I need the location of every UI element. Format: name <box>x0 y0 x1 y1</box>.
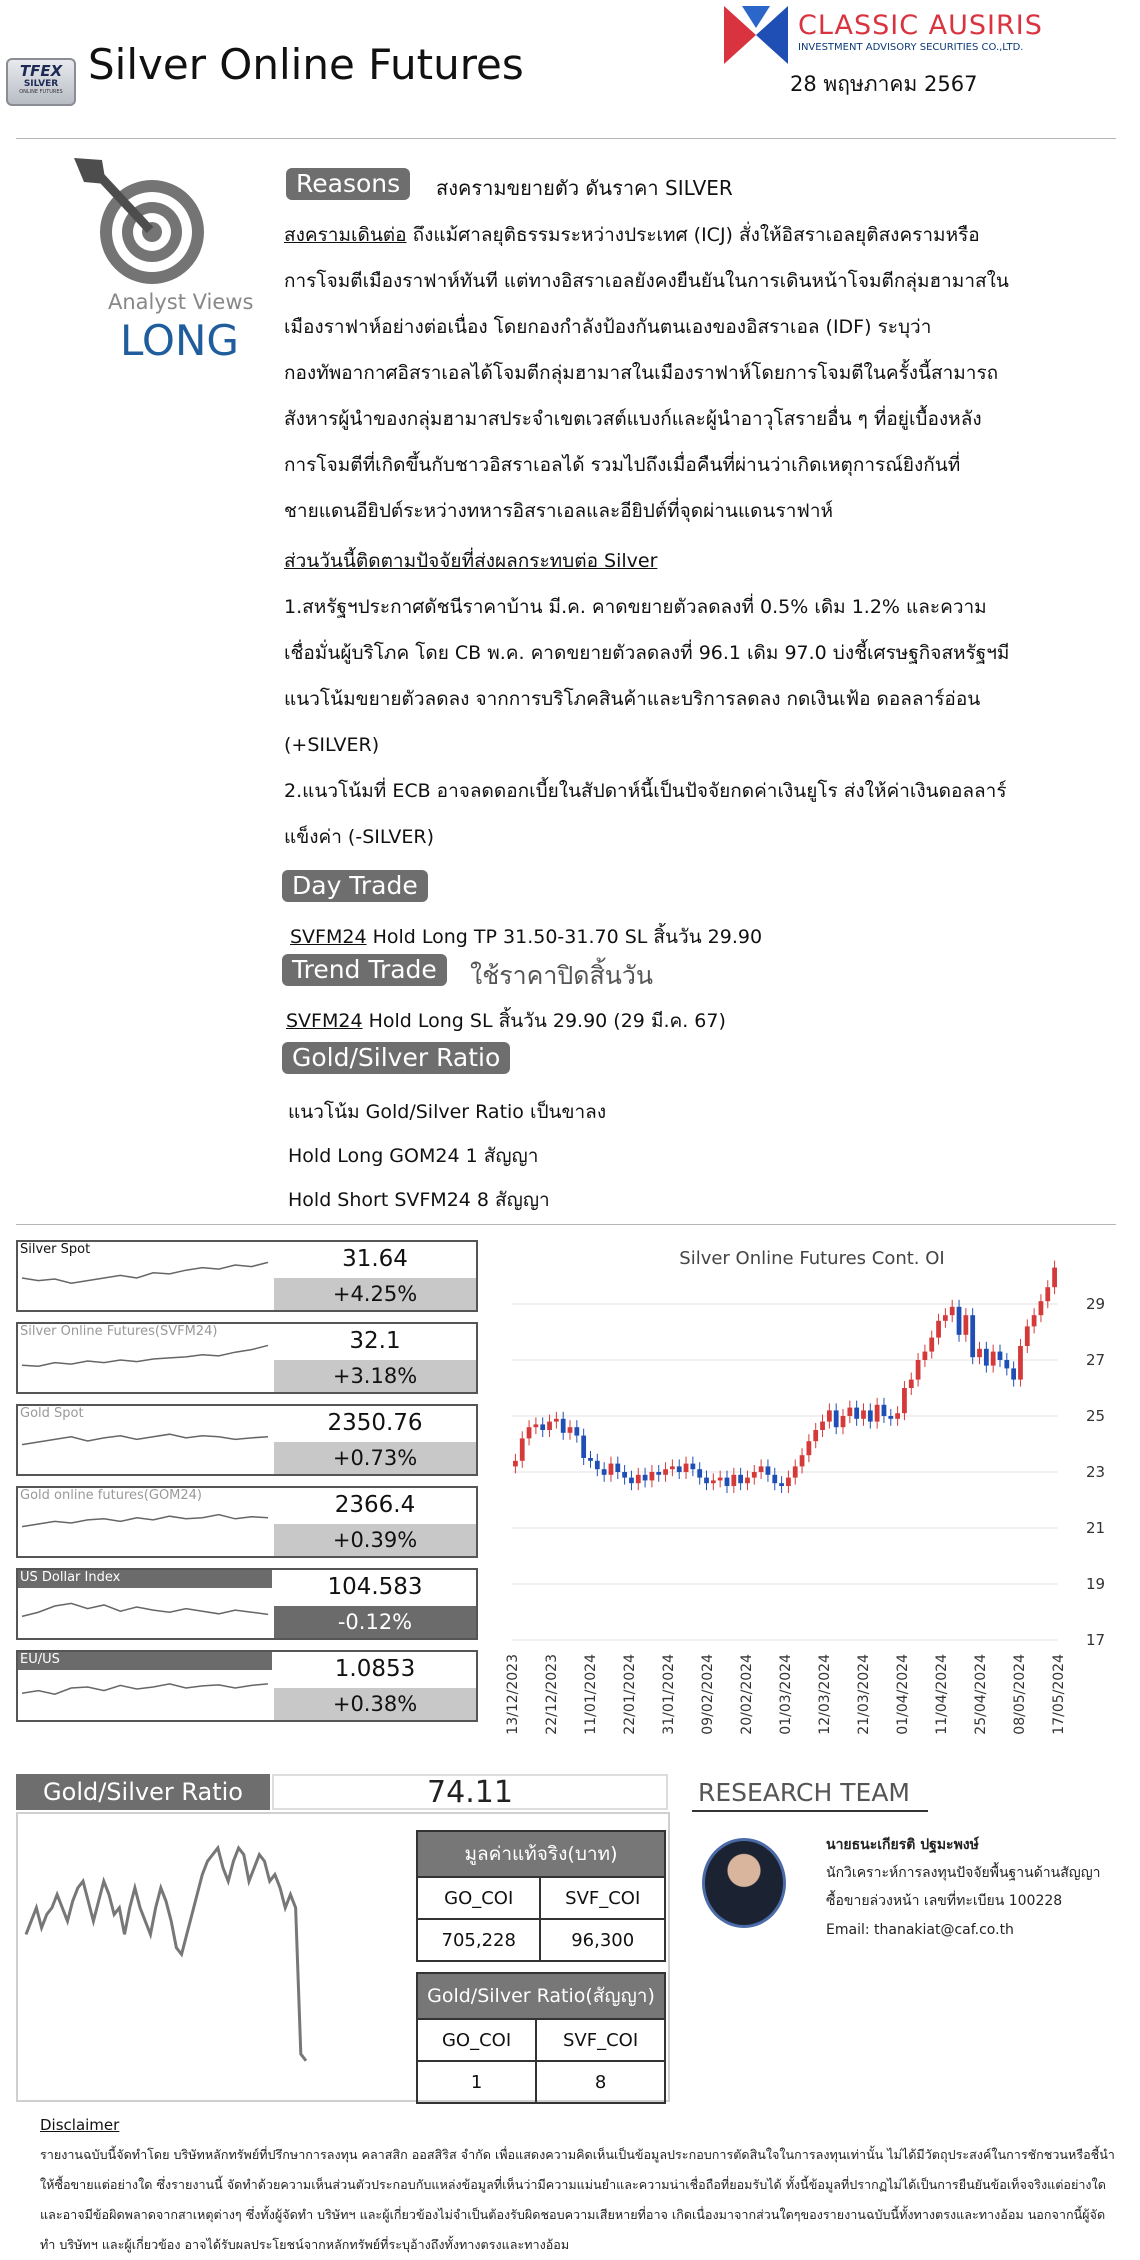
x-tick-label: 17/05/2024 <box>1051 1654 1067 1735</box>
reasons-line: ชายแดนอียิปต์ระหว่างทหารอิสราเอลและอียิปต์ที่จุดผ่านแดนราฟาห์ <box>284 500 834 522</box>
candle <box>636 1475 641 1483</box>
x-tick-label: 21/03/2024 <box>856 1654 872 1735</box>
stat-label: Silver Spot <box>20 1242 91 1257</box>
candle <box>588 1458 593 1461</box>
factor-line: เชื่อมั่นผู้บริโภค โดย CB พ.ค. คาดขยายตัวลดลงที่ 96.1 เดิม 97.0 บ่งชี้เศรษฐกิจสหรัฐฯมี <box>284 642 1010 664</box>
candle <box>998 1352 1003 1360</box>
candle <box>827 1410 832 1421</box>
candle <box>936 1321 941 1338</box>
x-tick-label: 11/01/2024 <box>583 1654 599 1735</box>
candle <box>868 1410 873 1421</box>
candle <box>834 1410 839 1427</box>
coi-table-title: มูลค่าแท้จริง(บาท) <box>417 1831 665 1877</box>
candle <box>656 1472 661 1475</box>
candle <box>540 1424 545 1430</box>
stat-change: +3.18% <box>274 1360 476 1392</box>
candle <box>574 1427 579 1435</box>
x-tick-label: 22/01/2024 <box>622 1654 638 1735</box>
candle <box>697 1469 702 1477</box>
disclaimer-text: รายงานฉบับนี้จัดทำโดย บริษัทหลักทรัพย์ที่ปรึกษาการลงทุน คลาสสิก ออสสิริส จำกัด เพื่อแสดงความคิดเห็นเป็นข้อมูลประกอบการตัดสินใจในการลงทุนเท่านั้น ไม่ได้มีวัตถุประสงค์ในการชักชวนหรือชี้นำให้ซื้อขายแต่อย่างใด ซึ่งรายงานนี้ จัดทำด้วยความเห็นส่วนตัวประกอบกับแหล่งข้อมูลที่เห็นว่ามีความแม่นยำและความน่าเชื่อถือที่ยอมรับได้ ทั้งนี้ข้อมูลที่ปรากฏไม่ได้เป็นการยืนยันข้อเท็จจริงแต่อย่างใดและอาจมีข้อผิดพลาดจากสาเหตุต่างๆ ซึ่งทั้งผู้จัดทำ บริษัทฯ และผู้เกี่ยวข้องไม่จำเป็นต้องรับผิดชอบความเสียหายที่อาจ เกิดเนื่องมาจากส่วนใดๆของรายงานฉบับนี้ทั้งทางตรงและทางอ้อม นอกจากนี้ผู้จัดทำ บริษัทฯ และผู้เกี่ยวข้อง อาจได้รับผลประโยชน์จากหลักทรัพย์ที่ระบุอ้างถึงทั้งทางตรงและทางอ้อม <box>40 2147 1115 2252</box>
ratio-line-chart <box>18 1814 418 2100</box>
stat-panel-gold-futures <box>16 1486 478 1558</box>
candle <box>650 1472 655 1480</box>
chart-title: Silver Online Futures Cont. OI <box>679 1248 945 1269</box>
candle <box>909 1380 914 1388</box>
day-trade-symbol: SVFM24 <box>290 926 367 948</box>
stat-change: -0.12% <box>274 1606 476 1638</box>
y-tick-label: 17 <box>1086 1631 1106 1649</box>
factor-line: แข็งค่า (-SILVER) <box>284 826 434 848</box>
x-tick-label: 20/02/2024 <box>739 1654 755 1735</box>
gs-ratio-body <box>288 1090 606 1222</box>
candle <box>725 1478 730 1486</box>
candle <box>875 1405 880 1422</box>
candle <box>820 1422 825 1430</box>
trend-trade-symbol: SVFM24 <box>286 1010 363 1032</box>
analyst-name: นายธนะเกียรติ ปฐมะพงษ์ <box>826 1837 979 1853</box>
candle <box>916 1360 921 1380</box>
candle <box>1045 1287 1050 1301</box>
coi-value: 705,228 <box>417 1919 540 1961</box>
candle <box>847 1408 852 1416</box>
brand-name: CLASSIC AUSIRIS <box>798 10 1043 41</box>
research-underline <box>692 1810 928 1812</box>
candle <box>602 1469 607 1475</box>
sparkline-path <box>22 1684 268 1694</box>
analyst-avatar <box>702 1838 786 1928</box>
candle <box>520 1438 525 1460</box>
candle <box>643 1475 648 1481</box>
day-trade-pill: Day Trade <box>282 870 428 902</box>
stat-label: Gold Spot <box>20 1406 84 1421</box>
candle <box>1039 1301 1044 1315</box>
candle <box>759 1466 764 1472</box>
candle <box>738 1475 743 1483</box>
candle <box>957 1307 962 1335</box>
factor-line: (+SILVER) <box>284 734 380 756</box>
stat-value: 2350.76 <box>327 1410 423 1436</box>
candle <box>854 1408 859 1419</box>
x-tick-label: 13/12/2023 <box>505 1654 521 1735</box>
factors-body <box>284 584 1134 860</box>
x-tick-label: 12/03/2024 <box>817 1654 833 1735</box>
analyst-view-value: LONG <box>120 316 239 365</box>
sparkline-path <box>22 1603 268 1616</box>
coi-value-table <box>416 1830 666 1962</box>
candle <box>568 1427 573 1433</box>
x-tick-label: 25/04/2024 <box>973 1654 989 1735</box>
reasons-line: เมืองราฟาห์อย่างต่อเนื่อง โดยกองกำลังป้องกันตนเองของอิสราเอล (IDF) ระบุว่า <box>284 316 932 338</box>
candle <box>977 1349 982 1357</box>
disclaimer-title: Disclaimer <box>40 2116 120 2134</box>
target-arrow-icon <box>72 150 218 288</box>
candle <box>581 1436 586 1458</box>
x-tick-label: 09/02/2024 <box>700 1654 716 1735</box>
candle <box>663 1469 668 1475</box>
candle <box>684 1464 689 1472</box>
candle <box>923 1352 928 1360</box>
stat-label: Silver Online Futures(SVFM24) <box>20 1324 218 1339</box>
coi-value: 8 <box>536 2061 665 2103</box>
brand-subtitle: INVESTMENT ADVISORY SECURITIES CO.,LTD. <box>798 42 1024 53</box>
x-tick-label: 31/01/2024 <box>661 1654 677 1735</box>
candle <box>888 1416 893 1419</box>
sparkline-path <box>22 1262 268 1283</box>
y-tick-label: 21 <box>1086 1519 1106 1537</box>
reasons-headline: สงครามขยายตัว ดันราคา SILVER <box>436 176 733 200</box>
coi-value: 1 <box>417 2061 536 2103</box>
candle <box>527 1427 532 1438</box>
y-tick-label: 19 <box>1086 1575 1106 1593</box>
candle <box>1011 1368 1016 1379</box>
analyst-view-label: Analyst Views <box>108 290 254 314</box>
silver-price-chart <box>498 1236 1126 1756</box>
candle <box>806 1441 811 1455</box>
x-tick-label: 11/04/2024 <box>934 1654 950 1735</box>
analyst-license: ซื้อขายล่วงหน้า เลขที่ทะเบียน 100228 <box>826 1893 1063 1909</box>
candle <box>704 1478 709 1484</box>
ratio-value: 74.11 <box>272 1774 668 1810</box>
stat-value: 2366.4 <box>334 1492 416 1518</box>
candle <box>1004 1360 1009 1368</box>
candle <box>547 1422 552 1430</box>
candle <box>690 1464 695 1470</box>
factors-heading: ส่วนวันนี้ติดตามปัจจัยที่ส่งผลกระทบต่อ Silver <box>284 550 658 572</box>
candle <box>561 1419 566 1433</box>
reasons-line: การโจมตีที่เกิดขึ้นกับชาวอิสราเอลได้ รวมไปถึงเมื่อคืนที่ผ่านว่าเกิดเหตุการณ์ยิงกันที่ <box>284 454 961 476</box>
page-title: Silver Online Futures <box>88 40 524 89</box>
candle <box>943 1315 948 1321</box>
candle <box>991 1352 996 1366</box>
candle <box>970 1315 975 1357</box>
coi-header: SVF_COI <box>540 1877 665 1919</box>
candle <box>554 1419 559 1422</box>
tfex-logo <box>6 58 76 106</box>
candle <box>861 1410 866 1418</box>
coi-contract-table <box>416 1972 666 2104</box>
section-divider <box>16 1224 1116 1225</box>
coi-header: SVF_COI <box>536 2019 665 2061</box>
candle <box>800 1455 805 1466</box>
research-team-title: RESEARCH TEAM <box>698 1778 910 1807</box>
tfex-logo-sub: SILVER <box>23 79 59 89</box>
reasons-line: สังหารผู้นำของกลุ่มฮามาสประจำเขตเวสต์แบงก์และผู้นำอาวุโสรายอื่น ๆ ที่อยู่เบื้องหลัง <box>284 408 982 430</box>
ratio-series-line <box>26 1848 306 2061</box>
reasons-line: สงครามเดินต่อ ถึงแม้ศาลยุติธรรมระหว่างประเทศ (ICJ) สั่งให้อิสราเอลยุติสงครามหรือ <box>284 224 980 246</box>
factor-line: 2.แนวโน้มที่ ECB อาจลดดอกเบี้ยในสัปดาห์นี้เป็นปัจจัยกดค่าเงินยูโร ส่งให้ค่าเงินดอลลาร์ <box>284 780 1007 802</box>
y-tick-label: 29 <box>1086 1295 1106 1313</box>
reasons-line: การโจมตีเมืองราฟาห์ทันที แต่ทางอิสราเอลยังคงยืนยันในการเดินหน้าโจมตีกลุ่มฮามาสใน <box>284 270 1009 292</box>
gs-ratio-line: แนวโน้ม Gold/Silver Ratio เป็นขาลง <box>288 1101 607 1123</box>
coi-value: 96,300 <box>540 1919 665 1961</box>
x-tick-label: 01/04/2024 <box>895 1654 911 1735</box>
y-tick-label: 23 <box>1086 1463 1106 1481</box>
candle <box>779 1483 784 1486</box>
y-tick-label: 25 <box>1086 1407 1106 1425</box>
stat-panel-gold-spot <box>16 1404 478 1476</box>
factor-line: แนวโน้มขยายตัวลดลง จากการบริโภคสินค้าและบริการลดลง กดเงินเฟ้อ ดอลลาร์อ่อน <box>284 688 981 710</box>
candle <box>718 1478 723 1481</box>
candle <box>772 1475 777 1483</box>
candle <box>629 1478 634 1484</box>
candle <box>622 1472 627 1478</box>
candle <box>984 1349 989 1366</box>
reasons-body <box>284 212 1134 534</box>
y-tick-label: 27 <box>1086 1351 1106 1369</box>
ratio-title: Gold/Silver Ratio <box>16 1774 270 1810</box>
x-tick-label: 01/03/2024 <box>778 1654 794 1735</box>
candle <box>902 1388 907 1413</box>
reasons-lead: สงครามเดินต่อ <box>284 224 407 246</box>
header-divider <box>16 138 1116 139</box>
stat-change: +0.38% <box>274 1688 476 1720</box>
classic-ausiris-logo-icon <box>722 2 790 68</box>
candle <box>533 1424 538 1427</box>
tfex-logo-small: ONLINE FUTURES <box>19 89 63 95</box>
trend-trade-note: ใช้ราคาปิดสิ้นวัน <box>470 961 653 990</box>
candle <box>786 1478 791 1486</box>
candle <box>752 1472 757 1478</box>
candle <box>513 1461 518 1467</box>
coi-table-title: Gold/Silver Ratio(สัญญา) <box>417 1973 665 2019</box>
stat-panel-dollar-index <box>16 1568 478 1640</box>
stat-panel-eu-us <box>16 1650 478 1722</box>
trend-trade-text: SVFM24 Hold Long SL สิ้นวัน 29.90 (29 มี.ค. 67) <box>286 1010 726 1032</box>
tfex-logo-text: TFEX <box>19 62 63 80</box>
day-trade-text: SVFM24 Hold Long TP 31.50-31.70 SL สิ้นวัน 29.90 <box>290 926 763 948</box>
stat-value: 32.1 <box>349 1328 401 1354</box>
candle <box>882 1405 887 1416</box>
stat-label: US Dollar Index <box>20 1570 121 1585</box>
stat-change: +0.39% <box>274 1524 476 1556</box>
candle <box>1032 1315 1037 1326</box>
candle <box>929 1338 934 1352</box>
reasons-line: กองทัพอากาศอิสราเอลได้โจมตีกลุ่มฮามาสในเมืองราฟาห์โดยการโจมตีในครั้งนี้สามารถ <box>284 362 999 384</box>
candle <box>595 1461 600 1469</box>
candle <box>950 1307 955 1315</box>
candle <box>615 1464 620 1472</box>
candle <box>677 1466 682 1472</box>
gs-ratio-line: Hold Long GOM24 1 สัญญา <box>288 1145 539 1167</box>
stat-panel-silver-futures <box>16 1322 478 1394</box>
stat-label: EU/US <box>20 1652 60 1667</box>
x-tick-label: 08/05/2024 <box>1012 1654 1028 1735</box>
x-tick-label: 22/12/2023 <box>544 1654 560 1735</box>
gs-ratio-line: Hold Short SVFM24 8 สัญญา <box>288 1189 550 1211</box>
candle <box>841 1416 846 1427</box>
trend-trade-pill: Trend Trade <box>282 954 447 986</box>
stat-value: 104.583 <box>327 1574 423 1600</box>
candle <box>711 1480 716 1483</box>
coi-header: GO_COI <box>417 1877 540 1919</box>
stat-panel-silver-spot <box>16 1240 478 1312</box>
candle <box>731 1475 736 1486</box>
stat-change: +0.73% <box>274 1442 476 1474</box>
candle <box>745 1478 750 1484</box>
factor-line: 1.สหรัฐฯประกาศดัชนีราคาบ้าน มี.ค. คาดขยายตัวลดลงที่ 0.5% เดิม 1.2% และความ <box>284 596 987 618</box>
stat-value: 1.0853 <box>334 1656 416 1682</box>
stat-label: Gold online futures(GOM24) <box>20 1488 202 1503</box>
coi-header: GO_COI <box>417 2019 536 2061</box>
candle <box>1052 1268 1057 1288</box>
gs-ratio-pill: Gold/Silver Ratio <box>282 1042 510 1074</box>
stat-change: +4.25% <box>274 1278 476 1310</box>
candle <box>793 1466 798 1477</box>
sparkline-path <box>22 1515 268 1527</box>
sparkline-path <box>22 1434 268 1444</box>
candle <box>1025 1326 1030 1346</box>
candle <box>609 1464 614 1475</box>
report-date: 28 พฤษภาคม 2567 <box>790 72 978 96</box>
analyst-email[interactable]: Email: thanakiat@caf.co.th <box>826 1922 1014 1938</box>
stat-value: 31.64 <box>342 1246 408 1272</box>
analyst-role: นักวิเคราะห์การลงทุนปัจจัยพื้นฐานด้านสัญญา <box>826 1865 1101 1881</box>
sparkline-path <box>22 1345 268 1366</box>
candle <box>1018 1346 1023 1380</box>
candle <box>813 1430 818 1441</box>
reasons-pill: Reasons <box>286 168 410 200</box>
candle <box>895 1413 900 1419</box>
candle <box>766 1466 771 1474</box>
candle <box>670 1466 675 1469</box>
candle <box>963 1315 968 1335</box>
